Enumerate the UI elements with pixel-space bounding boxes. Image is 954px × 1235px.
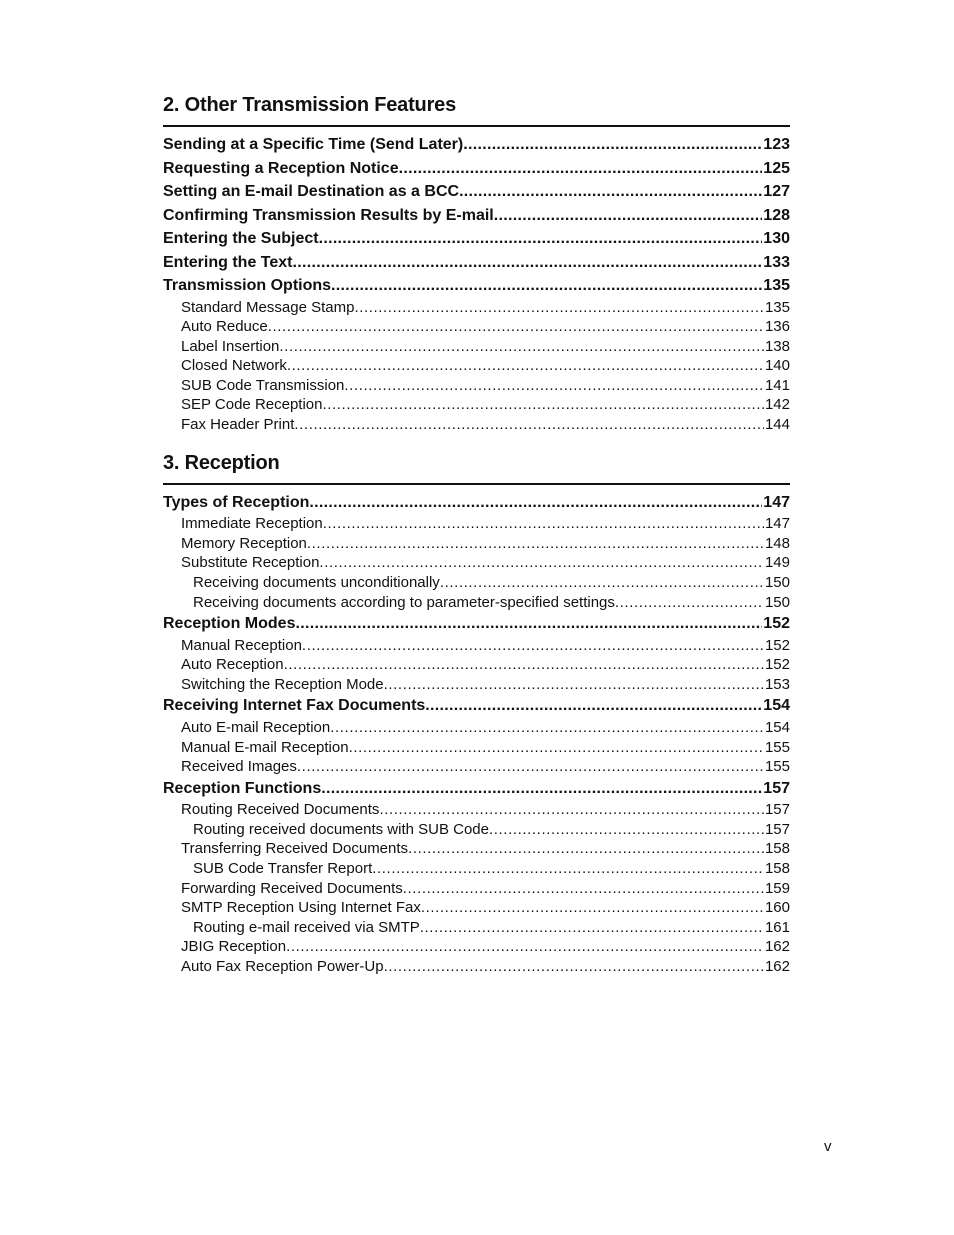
table-of-contents bbox=[163, 92, 790, 977]
toc-entry-label: Reception Modes bbox=[163, 615, 296, 633]
dot-leader bbox=[297, 757, 764, 777]
toc-entry-page-number: 152 bbox=[764, 636, 790, 654]
dot-leader bbox=[494, 204, 763, 228]
toc-entry-page-number: 128 bbox=[763, 206, 790, 224]
toc-entry[interactable] bbox=[163, 879, 790, 899]
dot-leader bbox=[307, 534, 764, 554]
toc-entry[interactable] bbox=[163, 800, 790, 820]
toc-entry-page-number: 158 bbox=[764, 840, 790, 858]
toc-entry-page-number: 130 bbox=[763, 230, 790, 247]
toc-entry-page-number: 135 bbox=[764, 298, 790, 316]
toc-entry-label: SUB Code Transfer Report bbox=[193, 859, 373, 877]
dot-leader bbox=[330, 718, 764, 738]
dot-leader bbox=[323, 514, 764, 534]
dot-leader bbox=[268, 317, 764, 337]
toc-entry-page-number: 162 bbox=[764, 938, 790, 956]
toc-entry-label: Setting an E-mail Destination as a BCC bbox=[163, 183, 460, 200]
dot-leader bbox=[279, 337, 764, 357]
toc-entry[interactable] bbox=[163, 636, 790, 656]
toc-entry-label: Routing Received Documents bbox=[181, 801, 380, 819]
toc-entry-label: Auto Reception bbox=[181, 656, 284, 674]
toc-entry-page-number: 162 bbox=[764, 957, 790, 975]
toc-entry[interactable] bbox=[163, 859, 790, 879]
toc-entry-page-number: 138 bbox=[764, 337, 790, 355]
toc-entry-page-number: 136 bbox=[764, 318, 790, 336]
toc-entry[interactable] bbox=[163, 227, 790, 251]
toc-entry-page-number: 147 bbox=[764, 515, 790, 533]
dot-leader bbox=[302, 636, 764, 656]
toc-entry-label: Reception Functions bbox=[163, 779, 322, 797]
toc-entry-label: Auto Reduce bbox=[181, 318, 268, 336]
toc-section-reception bbox=[163, 450, 790, 977]
toc-entry-label: Standard Message Stamp bbox=[181, 298, 355, 316]
toc-entry[interactable] bbox=[163, 180, 790, 204]
toc-entry[interactable] bbox=[163, 274, 790, 298]
dot-leader bbox=[344, 376, 764, 396]
toc-entry-label: Fax Header Print bbox=[181, 416, 295, 434]
dot-leader bbox=[408, 839, 764, 859]
dot-leader bbox=[384, 957, 764, 977]
toc-entry-page-number: 148 bbox=[764, 534, 790, 552]
toc-entry-label: Received Images bbox=[181, 758, 297, 776]
toc-entry[interactable] bbox=[163, 655, 790, 675]
toc-entry-label: Substitute Reception bbox=[181, 554, 320, 572]
toc-entry-page-number: 157 bbox=[763, 779, 790, 797]
dot-leader bbox=[284, 655, 764, 675]
toc-entry-label: Routing e-mail received via SMTP bbox=[193, 918, 420, 936]
toc-entries bbox=[163, 133, 790, 435]
toc-entry-label: Transmission Options bbox=[163, 277, 332, 294]
dot-leader bbox=[379, 800, 764, 820]
toc-entry-page-number: 155 bbox=[764, 738, 790, 756]
toc-entry-label: Sending at a Specific Time (Send Later) bbox=[163, 136, 464, 153]
toc-entry[interactable] bbox=[163, 298, 790, 318]
toc-entry[interactable] bbox=[163, 898, 790, 918]
dot-leader bbox=[420, 918, 764, 938]
toc-entry-page-number: 157 bbox=[764, 801, 790, 819]
toc-entry-label: JBIG Reception bbox=[181, 938, 287, 956]
toc-entry[interactable] bbox=[163, 839, 790, 859]
dot-leader bbox=[372, 859, 764, 879]
toc-entry-label: Closed Network bbox=[181, 357, 287, 375]
toc-entry[interactable] bbox=[163, 820, 790, 840]
toc-entry[interactable] bbox=[163, 133, 790, 157]
toc-entry-label: Receiving Internet Fax Documents bbox=[163, 697, 426, 715]
dot-leader bbox=[615, 593, 764, 613]
toc-entry[interactable] bbox=[163, 918, 790, 938]
dot-leader bbox=[425, 694, 762, 718]
dot-leader bbox=[349, 738, 764, 758]
toc-entry-page-number: 123 bbox=[763, 136, 790, 153]
toc-entry-page-number: 150 bbox=[764, 573, 790, 591]
dot-leader bbox=[354, 298, 764, 318]
toc-entry[interactable] bbox=[163, 553, 790, 573]
dot-leader bbox=[309, 491, 762, 515]
section-title: 2. Other Transmission Features bbox=[163, 92, 790, 127]
toc-entry-label: SMTP Reception Using Internet Fax bbox=[181, 899, 421, 917]
dot-leader bbox=[295, 612, 762, 636]
toc-entry-label: SUB Code Transmission bbox=[181, 376, 345, 394]
toc-entry-label: Receiving documents according to parameter-specified settings bbox=[193, 593, 615, 611]
toc-entry[interactable] bbox=[163, 317, 790, 337]
toc-entry[interactable] bbox=[163, 675, 790, 695]
toc-entry[interactable] bbox=[163, 337, 790, 357]
dot-leader bbox=[440, 573, 764, 593]
toc-entry[interactable] bbox=[163, 593, 790, 613]
toc-entry-label: Auto E-mail Reception bbox=[181, 718, 331, 736]
toc-entry[interactable] bbox=[163, 356, 790, 376]
toc-entry[interactable] bbox=[163, 395, 790, 415]
toc-entry-page-number: 149 bbox=[764, 554, 790, 572]
toc-entry-label: Auto Fax Reception Power-Up bbox=[181, 957, 384, 975]
toc-entry-page-number: 144 bbox=[764, 416, 790, 434]
dot-leader bbox=[399, 157, 763, 181]
toc-entry-page-number: 140 bbox=[764, 357, 790, 375]
toc-entry-page-number: 153 bbox=[764, 675, 790, 693]
toc-entry-label: Forwarding Received Documents bbox=[181, 879, 403, 897]
page-number: v bbox=[824, 1138, 832, 1155]
toc-entry-page-number: 157 bbox=[764, 820, 790, 838]
dot-leader bbox=[384, 675, 764, 695]
toc-entry-page-number: 141 bbox=[764, 376, 790, 394]
toc-entry-label: Immediate Reception bbox=[181, 515, 323, 533]
toc-entry-label: Confirming Transmission Results by E-mail bbox=[163, 206, 494, 224]
toc-entry[interactable] bbox=[163, 491, 790, 515]
toc-entry-label: Manual Reception bbox=[181, 636, 302, 654]
toc-entry-label: Requesting a Reception Notice bbox=[163, 159, 399, 177]
toc-entry-label: Entering the Subject bbox=[163, 230, 319, 247]
toc-entry-page-number: 161 bbox=[764, 918, 790, 936]
toc-entry[interactable] bbox=[163, 777, 790, 801]
toc-entry-page-number: 142 bbox=[764, 396, 790, 414]
toc-entry-page-number: 152 bbox=[764, 656, 790, 674]
toc-entry-page-number: 152 bbox=[763, 615, 790, 633]
section-title: 3. Reception bbox=[163, 450, 790, 485]
toc-entry-page-number: 150 bbox=[764, 593, 790, 611]
toc-entry[interactable] bbox=[163, 204, 790, 228]
dot-leader bbox=[459, 180, 762, 204]
toc-entry-page-number: 159 bbox=[764, 879, 790, 897]
dot-leader bbox=[319, 553, 764, 573]
dot-leader bbox=[322, 395, 763, 415]
toc-entry[interactable] bbox=[163, 612, 790, 636]
toc-entry-label: Switching the Reception Mode bbox=[181, 675, 384, 693]
toc-entry-page-number: 154 bbox=[764, 718, 790, 736]
toc-entry-label: Types of Reception bbox=[163, 493, 310, 511]
dot-leader bbox=[331, 274, 762, 298]
toc-entry-label: Transferring Received Documents bbox=[181, 840, 409, 858]
toc-entry-page-number: 127 bbox=[763, 183, 790, 200]
toc-entry-label: SEP Code Reception bbox=[181, 396, 323, 414]
toc-entry[interactable] bbox=[163, 694, 790, 718]
toc-entry-page-number: 160 bbox=[764, 899, 790, 917]
toc-section-other-transmission-features bbox=[163, 92, 790, 435]
toc-entry[interactable] bbox=[163, 514, 790, 534]
toc-entry-page-number: 158 bbox=[764, 859, 790, 877]
toc-entry-label: Memory Reception bbox=[181, 534, 307, 552]
toc-entry-page-number: 155 bbox=[764, 758, 790, 776]
dot-leader bbox=[403, 879, 764, 899]
toc-entry-label: Entering the Text bbox=[163, 253, 293, 271]
toc-entry[interactable] bbox=[163, 957, 790, 977]
toc-entry[interactable] bbox=[163, 534, 790, 554]
dot-leader bbox=[293, 251, 763, 275]
toc-entry-label: Routing received documents with SUB Code bbox=[193, 820, 489, 838]
toc-entry[interactable] bbox=[163, 757, 790, 777]
dot-leader bbox=[421, 898, 764, 918]
dot-leader bbox=[286, 937, 764, 957]
toc-entry-label: Receiving documents unconditionally bbox=[193, 573, 440, 591]
dot-leader bbox=[294, 415, 764, 435]
toc-entry-label: Label Insertion bbox=[181, 337, 280, 355]
toc-entry-label: Manual E-mail Reception bbox=[181, 738, 349, 756]
toc-entry[interactable] bbox=[163, 415, 790, 435]
dot-leader bbox=[489, 820, 764, 840]
toc-entry-page-number: 125 bbox=[763, 159, 790, 177]
toc-entry-page-number: 133 bbox=[763, 253, 790, 271]
dot-leader bbox=[287, 356, 764, 376]
toc-entry-page-number: 154 bbox=[763, 697, 790, 715]
toc-entry-page-number: 147 bbox=[763, 493, 790, 511]
toc-entry[interactable] bbox=[163, 573, 790, 593]
dot-leader bbox=[321, 777, 762, 801]
toc-entries bbox=[163, 491, 790, 977]
toc-entry[interactable] bbox=[163, 157, 790, 181]
toc-entry[interactable] bbox=[163, 376, 790, 396]
toc-entry[interactable] bbox=[163, 937, 790, 957]
toc-entry[interactable] bbox=[163, 738, 790, 758]
dot-leader bbox=[319, 227, 763, 251]
toc-entry[interactable] bbox=[163, 251, 790, 275]
dot-leader bbox=[463, 133, 762, 157]
toc-entry-page-number: 135 bbox=[763, 277, 790, 294]
toc-entry[interactable] bbox=[163, 718, 790, 738]
